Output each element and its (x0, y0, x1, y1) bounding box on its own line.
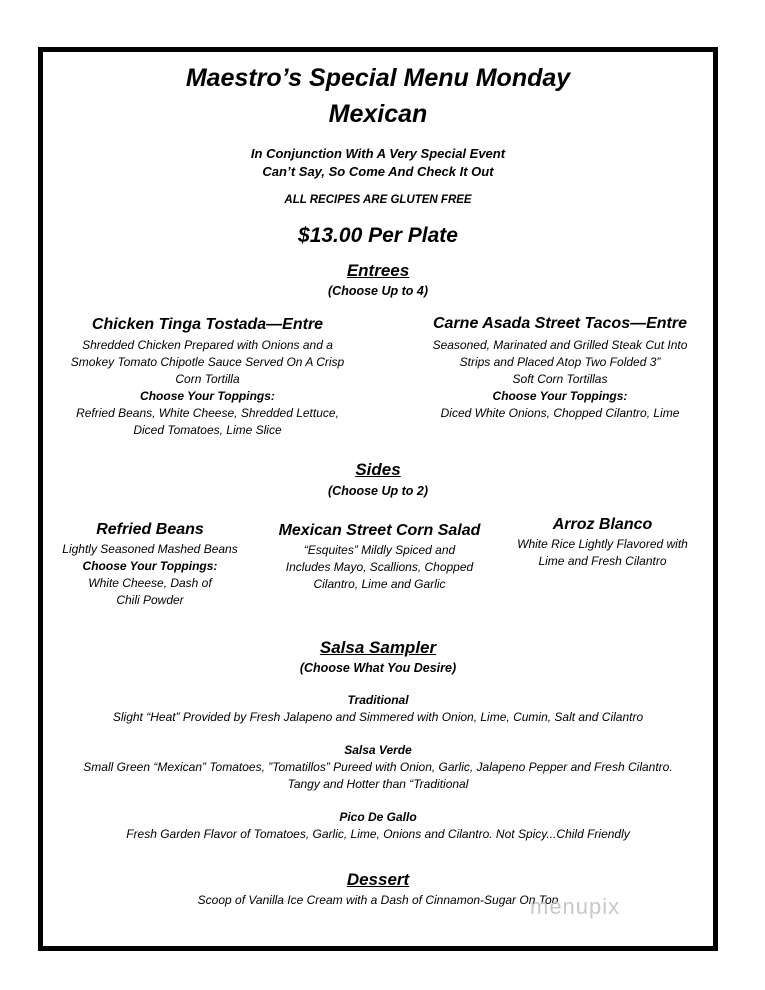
desc-line: Corn Tortilla (175, 372, 240, 386)
dish-name: Chicken Tinga Tostada—Entre (91, 316, 324, 333)
desc-line: Slight “Heat” Provided by Fresh Jalapeno and Simmered with Onion, Lime, Cumin, Salt and Cilantro (112, 710, 644, 724)
desc-line: Strips and Placed Atop Two Folded 3” (459, 355, 661, 369)
toppings-label: Choose Your Toppings: (82, 559, 218, 573)
menu-subtitle: Mexican (328, 100, 428, 128)
side-arroz-blanco (500, 516, 705, 570)
gluten-free-note: ALL RECIPES ARE GLUTEN FREE (284, 194, 472, 206)
desc-line: Smokey Tomato Chipotle Sauce Served On A Crisp (70, 355, 345, 369)
price: $13.00 Per Plate (298, 224, 458, 247)
toppings-line: Chili Powder (116, 593, 184, 607)
desc-line: Small Green “Mexican” Tomatoes, ”Tomatillos” Pureed with Onion, Garlic, Jalapeno Pepper and Fresh Cilantro. (83, 760, 673, 774)
watermark: menupix (530, 894, 621, 919)
dish-description (400, 337, 720, 422)
entree-chicken-tinga (50, 316, 365, 439)
dish-description (500, 536, 705, 570)
side-refried-beans (50, 521, 250, 609)
entree-carne-asada (400, 315, 720, 422)
dish-name: Carne Asada Street Tacos—Entre (432, 315, 687, 332)
salsa-verde-name: Salsa Verde (344, 743, 412, 757)
desc-line: Includes Mayo, Scallions, Chopped (285, 560, 474, 574)
intro-line-2: Can’t Say, So Come And Check It Out (262, 164, 494, 179)
toppings-label: Choose Your Toppings: (140, 389, 275, 403)
desc-line: Lightly Seasoned Mashed Beans (62, 542, 238, 556)
toppings-label: Choose Your Toppings: (492, 389, 628, 403)
entrees-note: (Choose Up to 4) (328, 284, 428, 298)
desc-line: White Rice Lightly Flavored with (517, 537, 688, 551)
dish-description (50, 541, 250, 609)
toppings-line: Diced Tomatoes, Lime Slice (133, 423, 282, 437)
dessert-desc: Scoop of Vanilla Ice Cream with a Dash of Cinnamon-Sugar On Top (197, 893, 559, 907)
dish-name: Mexican Street Corn Salad (278, 522, 481, 539)
salsa-heading: Salsa Sampler (319, 638, 437, 657)
toppings-line: White Cheese, Dash of (88, 576, 212, 590)
salsa-verde-desc (38, 759, 718, 793)
dish-description (50, 337, 365, 439)
dessert-heading: Dessert (346, 870, 410, 889)
toppings-line: Diced White Onions, Chopped Cilantro, Lime (440, 406, 680, 420)
dish-description (262, 542, 497, 593)
intro-line-1: In Conjunction With A Very Special Event (250, 146, 506, 161)
salsa-note: (Choose What You Desire) (299, 661, 457, 675)
dish-name: Refried Beans (96, 521, 204, 538)
salsa-traditional-desc (38, 709, 718, 726)
desc-line: Tangy and Hotter than “Traditional (287, 777, 469, 791)
desc-line: Lime and Fresh Cilantro (538, 554, 667, 568)
desc-line: “Esquites” Mildly Spiced and (303, 543, 456, 557)
desc-line: Fresh Garden Flavor of Tomatoes, Garlic, Lime, Onions and Cilantro. Not Spicy...Child Friendly (126, 827, 630, 841)
salsa-traditional-name: Traditional (347, 693, 409, 707)
sides-heading: Sides (355, 460, 401, 479)
desc-line: Shredded Chicken Prepared with Onions and a (82, 338, 333, 352)
menu-title: Maestro’s Special Menu Monday (185, 64, 571, 92)
desc-line: Soft Corn Tortillas (512, 372, 608, 386)
desc-line: Seasoned, Marinated and Grilled Steak Cut Into (432, 338, 688, 352)
salsa-pico-name: Pico De Gallo (339, 810, 417, 824)
dish-name: Arroz Blanco (552, 516, 653, 533)
toppings-line: Refried Beans, White Cheese, Shredded Lettuce, (76, 406, 339, 420)
sides-note: (Choose Up to 2) (328, 484, 428, 498)
desc-line: Cilantro, Lime and Garlic (313, 577, 446, 591)
salsa-pico-desc (38, 826, 718, 843)
entrees-heading: Entrees (346, 261, 410, 280)
side-street-corn-salad (262, 522, 497, 593)
